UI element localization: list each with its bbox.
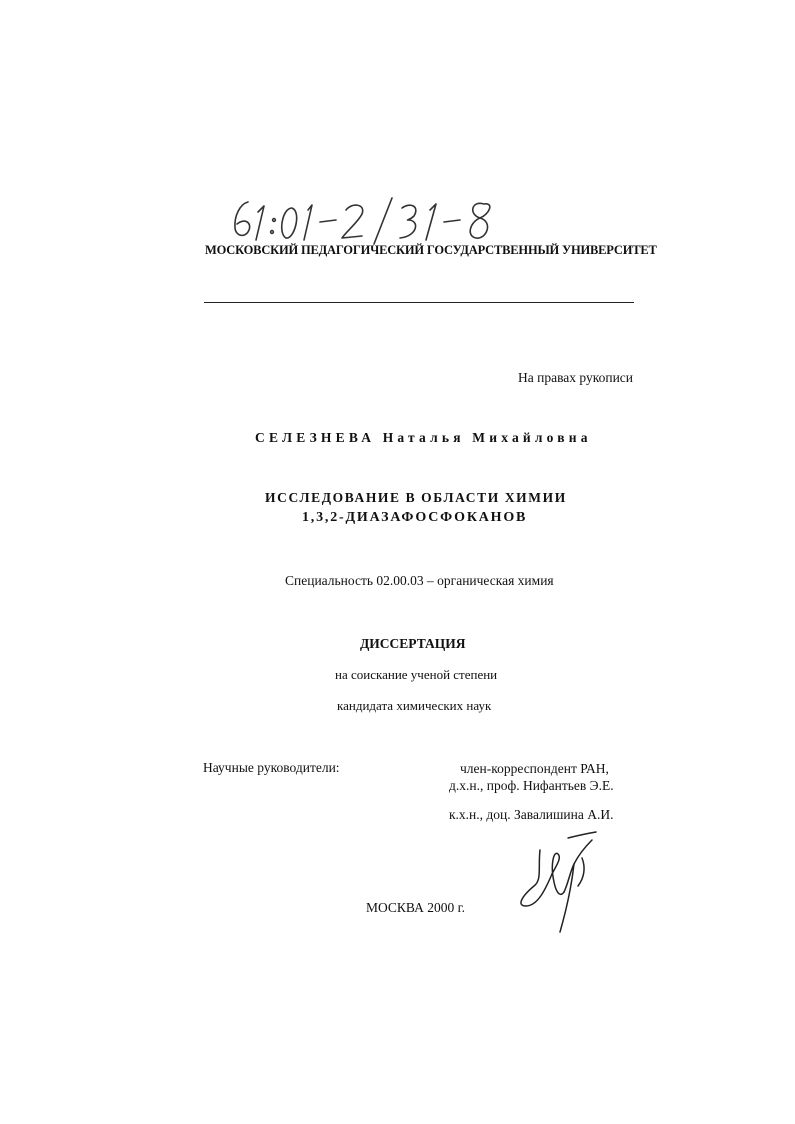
university-name: МОСКОВСКИЙ ПЕДАГОГИЧЕСКИЙ ГОСУДАРСТВЕННЫЙ УНИВЕРСИТЕТ — [205, 243, 657, 257]
degree-line-2: кандидата химических наук — [337, 698, 492, 713]
thesis-title-line-1: ИССЛЕДОВАНИЕ В ОБЛАСТИ ХИМИИ — [265, 490, 567, 505]
advisor-line-1: член-корреспондент РАН, — [460, 761, 609, 776]
advisors-label: Научные руководители: — [203, 760, 340, 775]
handwritten-signature — [512, 828, 612, 943]
city-and-year: МОСКВА 2000 г. — [366, 900, 465, 915]
advisor-line-3: к.х.н., доц. Завалишина А.И. — [449, 807, 614, 822]
rights-note: На правах рукописи — [518, 370, 634, 385]
signature-drawing — [512, 828, 612, 938]
author-name: СЕЛЕЗНЕВА Наталья Михайловна — [255, 430, 592, 445]
handwritten-code-drawing — [222, 190, 512, 250]
document-type: ДИССЕРТАЦИЯ — [360, 636, 466, 651]
header-divider — [204, 302, 634, 303]
thesis-title-line-2: 1,3,2-ДИАЗАФОСФОКАНОВ — [302, 510, 528, 525]
advisor-line-2: д.х.н., проф. Нифантьев Э.Е. — [449, 778, 614, 793]
specialty: Специальность 02.00.03 – органическая химия — [285, 573, 554, 588]
degree-line-1: на соискание ученой степени — [335, 667, 498, 682]
